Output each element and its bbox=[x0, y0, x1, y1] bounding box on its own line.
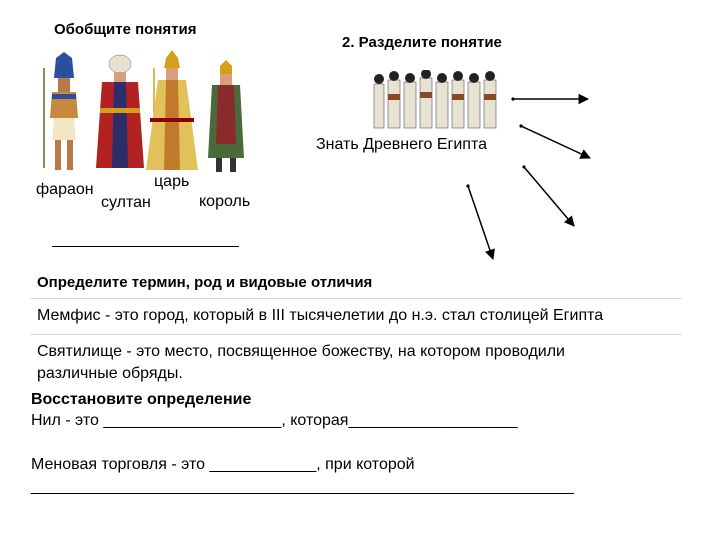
sultan-figure bbox=[96, 55, 144, 168]
barter-definition: Меновая торговля - это ____________, при которой bbox=[31, 456, 415, 473]
word-tsar: царь bbox=[154, 173, 190, 190]
egyptian-nobility-illustration bbox=[370, 70, 508, 130]
sanctuary-definition-line2: различные обряды. bbox=[37, 365, 183, 382]
rulers-illustration bbox=[30, 48, 260, 176]
divider bbox=[30, 334, 682, 335]
arrow-2 bbox=[521, 126, 590, 158]
task1-title: Обобщите понятия bbox=[54, 21, 197, 38]
task3-title: Определите термин, род и видовые отличия bbox=[37, 274, 373, 291]
word-king: король bbox=[199, 193, 251, 210]
word-sultan: султан bbox=[101, 194, 151, 211]
answer-line-generalize bbox=[52, 246, 239, 247]
pharaoh-figure bbox=[44, 52, 78, 170]
barter-answer-line: _____________________________________________________________ bbox=[31, 478, 574, 495]
concept-label: Знать Древнего Египта bbox=[316, 136, 488, 153]
divider bbox=[30, 298, 682, 299]
king-figure bbox=[208, 60, 244, 172]
tsar-figure bbox=[146, 50, 198, 170]
memphis-definition: Мемфис - это город, который в III тысячелетии до н.э. стал столицей Египта bbox=[37, 307, 604, 324]
word-pharaoh: фараон bbox=[36, 181, 94, 198]
sanctuary-definition-line1: Святилище - это место, посвященное божеству, на котором проводили bbox=[37, 343, 565, 360]
arrow-3 bbox=[524, 167, 574, 226]
arrow-4 bbox=[468, 186, 493, 259]
nile-definition: Нил - это ____________________, которая___________________ bbox=[31, 412, 518, 429]
task2-title: 2. Разделите понятие bbox=[342, 34, 502, 51]
task4-title: Восстановите определение bbox=[31, 391, 252, 408]
